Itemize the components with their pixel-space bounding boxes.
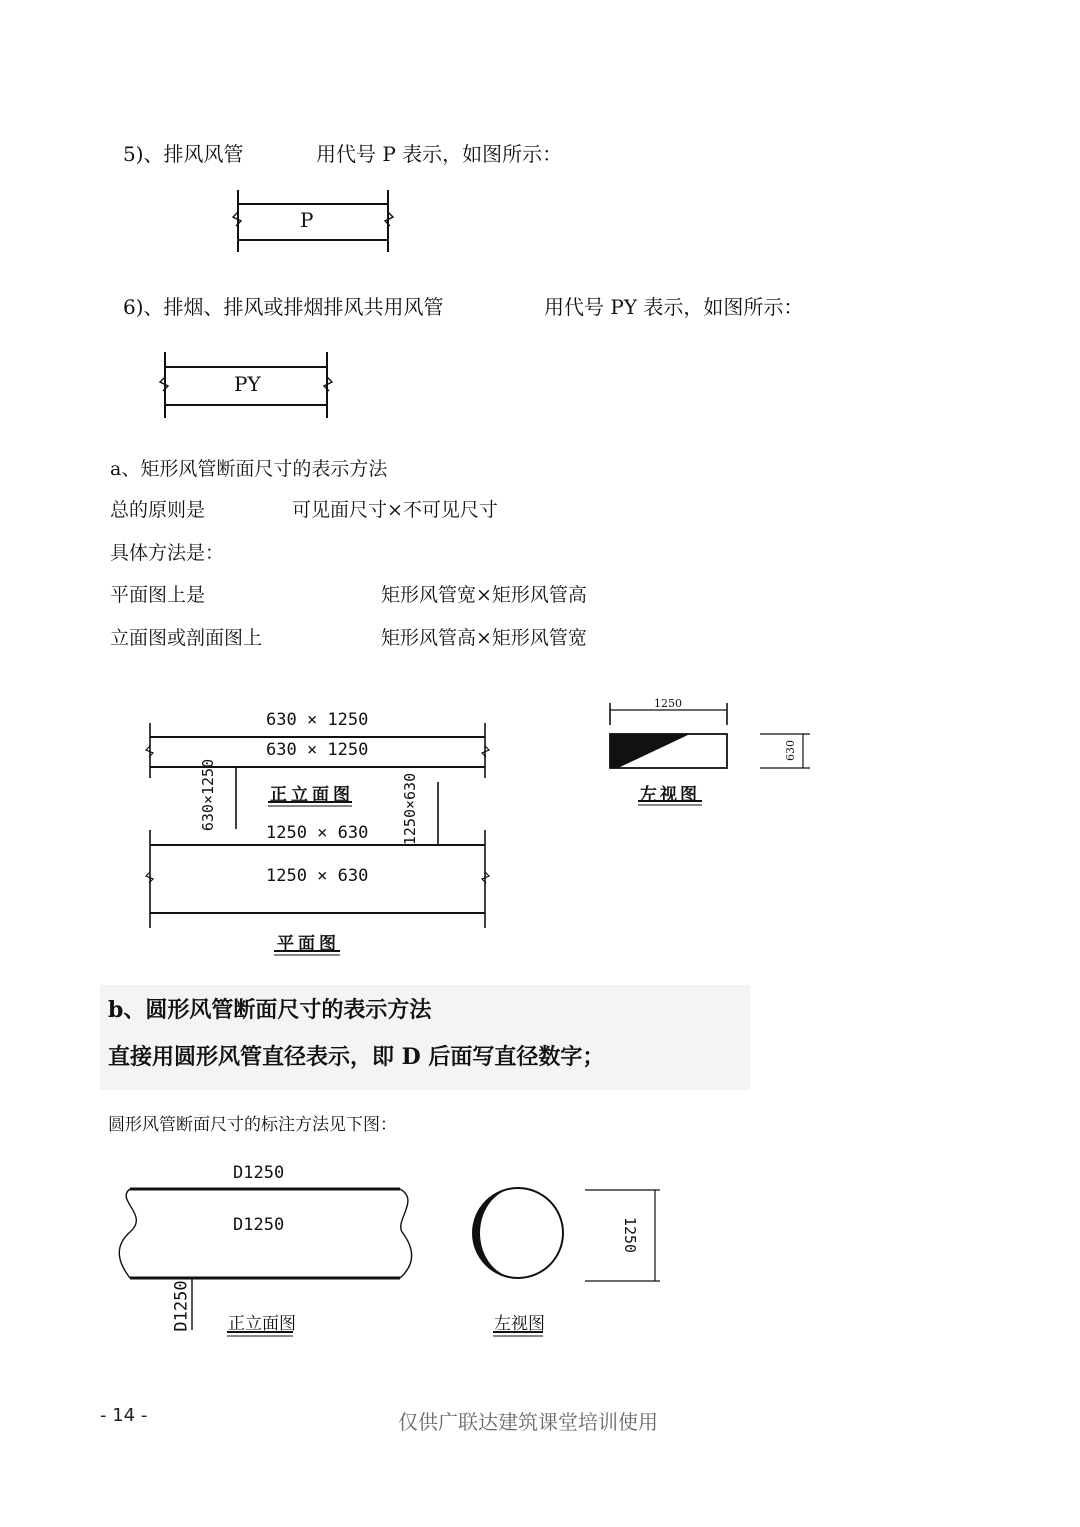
method-label: 具体方法是： <box>110 542 225 564</box>
principle-label: 总的原则是 <box>110 499 206 521</box>
round-top-dim: D1250 <box>233 1163 285 1183</box>
side-height-dim: 630 <box>784 740 797 761</box>
left-vertical-dim: 630×1250 <box>199 758 218 832</box>
round-vertical-dim: D1250 <box>171 1280 192 1332</box>
rect-title: a、矩形风管断面尺寸的表示方法 <box>110 458 388 480</box>
round-note: 圆形风管断面尺寸的标注方法见下图： <box>108 1115 397 1135</box>
front-caption: 正立面图 <box>270 785 354 805</box>
round-title: b、圆形风管断面尺寸的表示方法 <box>108 997 432 1023</box>
round-desc: 直接用圆形风管直径表示，即 D 后面写直径数字； <box>108 1044 605 1070</box>
plan-label: 平面图上是 <box>110 584 206 606</box>
side-caption: 左视图 <box>640 785 700 805</box>
section6-desc: 用代号 PY 表示，如图所示： <box>544 295 804 319</box>
symbol-p-label: P <box>300 208 314 232</box>
right-vertical-dim: 1250×630 <box>401 772 420 846</box>
symbol-py-label: PY <box>234 372 261 396</box>
section5-desc: 用代号 P 表示，如图所示： <box>316 142 563 166</box>
round-front-caption: 正立面图 <box>228 1314 296 1334</box>
round-side-dim: 1250 <box>621 1216 640 1254</box>
page-number: - 14 - <box>100 1405 148 1426</box>
plan-top-dim: 1250 × 630 <box>266 823 369 843</box>
round-inner-dim: D1250 <box>233 1215 285 1235</box>
front-inner-dim: 630 × 1250 <box>266 740 369 760</box>
principle-value: 可见面尺寸×不可见尺寸 <box>292 499 498 521</box>
plan-caption: 平面图 <box>277 934 340 954</box>
round-side-caption: 左视图 <box>494 1314 545 1334</box>
elev-value: 矩形风管高×矩形风管宽 <box>381 627 587 649</box>
section5-heading: 5)、排风风管 <box>123 142 244 166</box>
front-top-dim: 630 × 1250 <box>266 710 369 730</box>
plan-inner-dim: 1250 × 630 <box>266 866 369 886</box>
section6-heading: 6)、排烟、排风或排烟排风共用风管 <box>123 295 444 319</box>
footer-note: 仅供广联达建筑课堂培训使用 <box>398 1410 658 1434</box>
elev-label: 立面图或剖面图上 <box>110 627 263 649</box>
plan-value: 矩形风管宽×矩形风管高 <box>381 584 587 606</box>
side-width-dim: 1250 <box>654 697 682 710</box>
